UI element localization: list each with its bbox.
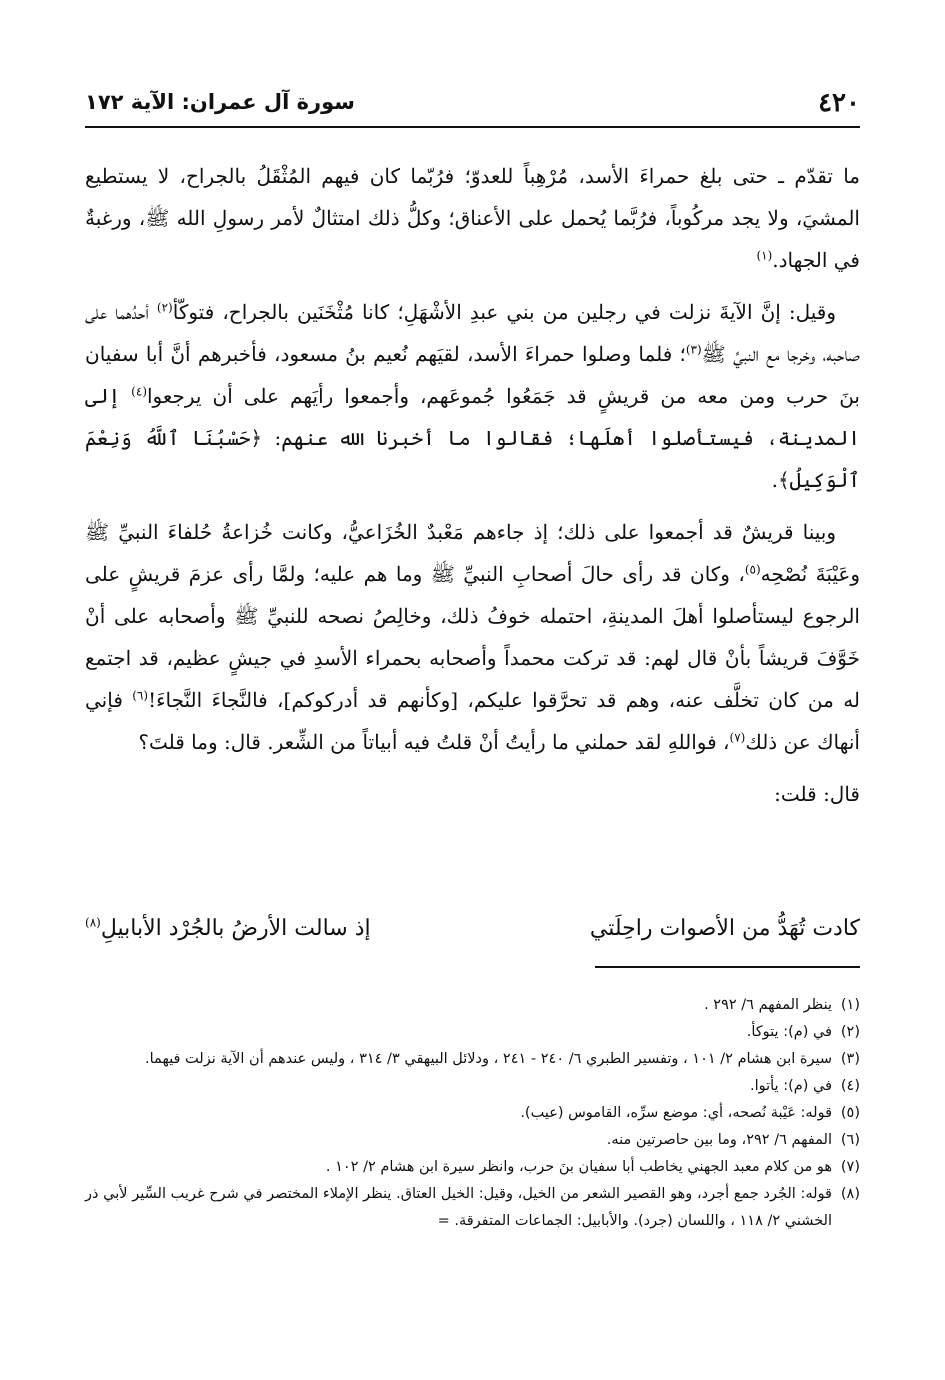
paragraph-1-text: ما تقدّم ـ حتى بلغ حمراءَ الأسد، مُرْهِباً للعدوّ؛ فرُبّما كان فيهم المُثْقَلُ بالجراح، لا يستطيع المشيَ، ولا يجد مركُوباً، فرُبَّما يُحمل على الأعناق؛ وكلُّ ذلك امتثالٌ لأمر رسولِ الله ﷺ، ورغبةٌ في الجهاد. <box>85 164 860 272</box>
footnote-ref-1[interactable]: (١) <box>756 248 773 263</box>
page-number: ٤٢٠ <box>818 88 860 118</box>
footnote-number: (٤) <box>840 1078 860 1094</box>
footnote-number: (٨) <box>840 1186 860 1202</box>
footnote-number: (١) <box>840 997 860 1013</box>
poetry-verse <box>85 910 860 956</box>
quran-quote: ﴿حَسْبُنَا ٱللَّهُ وَنِعْمَ ٱلْوَكِيلُ﴾. <box>85 426 860 492</box>
footnote <box>85 1154 860 1181</box>
footnote <box>85 992 860 1019</box>
paragraph-3-text-c: فإني أنهاك عن ذلك <box>85 688 860 754</box>
footnote <box>85 1046 860 1073</box>
footnote-text: قوله: عَيْبة نُصحه، أي: موضع سرِّه، القاموس (عيب). <box>520 1105 832 1121</box>
footnote-separator <box>595 966 860 968</box>
paragraph-2-text-a: وقيل: إنَّ الآيةَ نزلت في رجلين من بني عبدِ الأشْهَلِ؛ كانا مُثْخَنَين بالجراح، فتوكّأ <box>172 300 836 324</box>
verse-second-hemistich <box>85 916 371 941</box>
footnotes <box>85 992 860 1235</box>
paragraph-2-text-d: إلى المدينة، فيستأصلوا أهلَها؛ فقالوا ما أخبرنا الله عنهم: <box>85 384 860 450</box>
footnote-number: (٥) <box>840 1105 860 1121</box>
main-text <box>85 155 860 825</box>
footnote <box>85 1127 860 1154</box>
page-header <box>85 88 860 128</box>
footnote-ref-2[interactable]: (٢) <box>156 300 173 315</box>
footnote <box>85 1100 860 1127</box>
footnote-ref-4[interactable]: (٤) <box>131 384 147 399</box>
footnote-number: (٧) <box>840 1159 860 1175</box>
footnote-ref-6[interactable]: (٦) <box>132 688 149 703</box>
paragraph-3-text-b: ، وكان قد رأى حالَ أصحابِ النبيِّ ﷺ وما هم عليه؛ ولمَّا رأى عزمَ قريشٍ على الرجوع ليستأصلوا أهلَ المدينةِ، احتمله خوفُ ذلك، وخالِصُ نصحه للنبيِّ ﷺ وأصحابه على أنْ خَوَّفَ قريشاً بأنْ قال لهم: قد تركت محمداً وأصحابه بحمراء الأسدِ في جيشٍ عظيم، قد اجتمع له من كان تخلَّف عنه، وهم قد تحرَّقوا عليكم، [وكأنهم قد أدركوكم]، فالنَّجاءَ النَّجاءَ! <box>85 562 861 712</box>
footnote-text: ينظر المفهم ٦/ ٢٩٢ . <box>704 997 832 1013</box>
footnote-ref-3[interactable]: (٣) <box>685 342 702 357</box>
footnote-text: قوله: الجُرد جمع أجرد، وهو القصير الشعر من الخيل، وقيل: الخيل العتاق. ينظر الإملاء المختصر في شرح غريب السِّير لأبي ذر الخشني ٢/ ١١٨ ، واللسان (جرد). والأبابيل: الجماعات المتفرقة. = <box>85 1186 832 1229</box>
paragraph-4: قال: قلت: <box>774 782 860 806</box>
footnote-text: سيرة ابن هشام ٢/ ١٠١ ، وتفسير الطبري ٦/ ٢٤٠ - ٢٤١ ، ودلائل البيهقي ٣/ ٣١٤ ، وليس عندهم أن الآية نزلت فيهما. <box>145 1051 832 1067</box>
paragraph-2-text-b: أحدُهما على صاحبه، وخرجا مع النبيِّ ﷺ <box>85 300 860 366</box>
footnote-number: (٣) <box>840 1051 860 1067</box>
paragraph-3 <box>85 511 860 763</box>
footnote-number: (٢) <box>840 1024 860 1040</box>
footnote-text: في (م): يأتوا. <box>749 1078 832 1094</box>
running-title: سورة آل عمران: الآية ١٧٢ <box>85 90 355 114</box>
footnote-text: هو من كلام معبد الجهني يخاطب أبا سفيان بنَ حرب، وانظر سيرة ابن هشام ٢/ ١٠٢ . <box>325 1159 832 1175</box>
footnote-ref-8[interactable]: (٨) <box>85 915 101 930</box>
header-rule <box>85 126 860 128</box>
paragraph-2-text-c: ؛ فلما وصلوا حمراءَ الأسد، لقيَهم نُعيم بنُ مسعود، فأخبرهم أنَّ أبا سفيان بنَ حرب ومن معه من قريشٍ قد جَمَعُوا جُموعَهم، وأجمعوا رأيَهم على أن يرجعوا <box>85 342 860 408</box>
footnote-number: (٦) <box>840 1132 860 1148</box>
footnote-ref-7[interactable]: (٧) <box>729 730 746 745</box>
footnote <box>85 1073 860 1100</box>
paragraph-2 <box>85 291 860 501</box>
footnote-text: المفهم ٦/ ٢٩٢، وما بين حاصرتين منه. <box>606 1132 832 1148</box>
footnote-ref-5[interactable]: (٥) <box>744 562 761 577</box>
footnote <box>85 1181 860 1235</box>
paragraph-3-text-a: وبينا قريشٌ قد أجمعوا على ذلك؛ إذ جاءهم مَعْبدٌ الخُزَاعيُّ، وكانت خُزاعةُ حُلفاءَ النبيِّ ﷺ وعَيْبَةَ نُصْحِه <box>85 520 860 586</box>
paragraph-1 <box>85 155 860 281</box>
footnote-text: في (م): يتوكأ. <box>746 1024 832 1040</box>
paragraph-3-text-d: ، فواللهِ لقد حملني ما رأيتُ أنْ قلتُ فيه أبياتاً من الشِّعر. قال: وما قلتَ؟ <box>138 730 730 754</box>
verse-first-hemistich: كادت تُهَدُّ من الأصوات راحِلَتي <box>589 916 860 941</box>
verse-second-hemistich-text: إذ سالت الأرضُ بالجُرْد الأبابيلِ <box>100 916 371 941</box>
footnote <box>85 1019 860 1046</box>
